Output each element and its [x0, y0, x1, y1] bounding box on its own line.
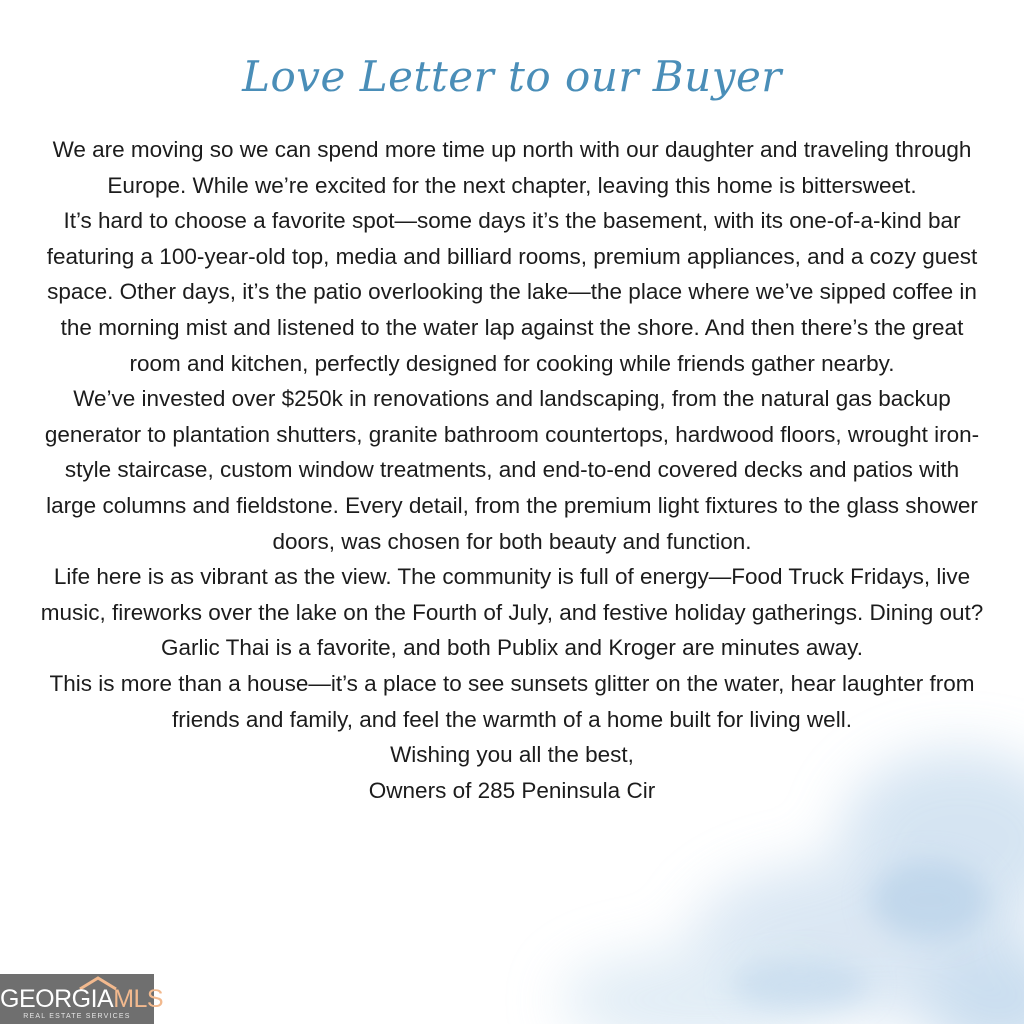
logo-wordmark-mls: MLS: [113, 985, 164, 1013]
logo-tagline: REAL ESTATE SERVICES: [23, 1013, 131, 1020]
georgia-mls-logo: [0, 974, 164, 1024]
paragraph-community: Life here is as vibrant as the view. The community is full of energy—Food Truck Fridays, live music, fireworks over the lake on the Fourth of July, and festive holiday gatherings. Dining out? Garlic Thai is a favorite, and both Publix and Kroger are minutes away.: [40, 564, 984, 661]
letter-closing: Wishing you all the best,: [390, 742, 634, 768]
letter-body: [40, 132, 984, 808]
paragraph-favorite-spot: It’s hard to choose a favorite spot—some days it’s the basement, with its one-of-a-kind bar featuring a 100-year-old top, media and billiard rooms, premium appliances, and a cozy guest space. Other days, it’s the patio overlooking the lake—the place where we’ve sipped coffee in the morning mist and listened to the water lap against the shore. And then there’s the great room and kitchen, perfectly designed for cooking while friends gather nearby.: [46, 208, 978, 376]
letter-title: Love Letter to our Buyer: [242, 52, 782, 101]
paragraph-moving: We are moving so we can spend more time up north with our daughter and traveling through Europe. While we’re excited for the next chapter, leaving this home is bittersweet.: [52, 137, 972, 198]
letter-signature: Owners of 285 Peninsula Cir: [368, 777, 656, 803]
logo-wordmark-georgia: GEORGIA: [0, 985, 114, 1013]
logo-wordmark: [0, 985, 164, 1013]
paragraph-investments: We’ve invested over $250k in renovations and landscaping, from the natural gas backup generator to plantation shutters, granite bathroom countertops, hardwood floors, wrought iron-style staircase, custom window treatments, and end-to-end covered decks and patios with large columns and fieldstone. Every detail, from the premium light fixtures to the glass shower doors, was chosen for both beauty and function.: [44, 386, 980, 554]
paragraph-more-than-a-house: This is more than a house—it’s a place to see sunsets glitter on the water, hear laughter from friends and family, and feel the warmth of a home built for living well.: [49, 670, 975, 732]
